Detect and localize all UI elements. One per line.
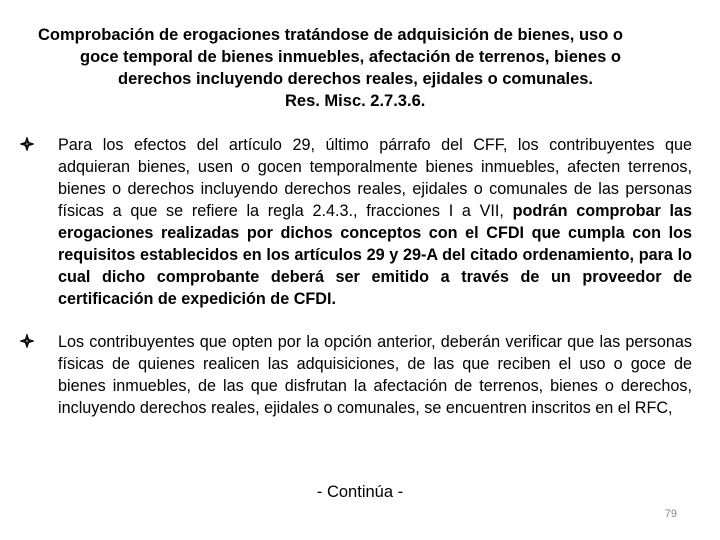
title-line-4: Res. Misc. 2.7.3.6. (285, 92, 426, 110)
diamond-bullet-icon (20, 334, 34, 348)
bullet-text-1 (58, 134, 692, 310)
continua-label: - Continúa - (316, 483, 404, 501)
bullet-item-1 (20, 134, 692, 310)
bullet-1-normal-text: Para los efectos del artículo 29, último párrafo del CFF, los contribuyentes que adquieran bienes, usen o gocen temporalmente bienes inmuebles, afecten terrenos, bienes o derechos incluyendo derechos reales, ejidales o comunales de las personas físicas a que se refiere la regla 2.4.3., fracciones I a VII, (58, 136, 692, 220)
diamond-bullet-icon (20, 137, 34, 151)
bullet-text-2 (58, 331, 692, 419)
title-line-3: derechos incluyendo derechos reales, ejidales o comunales. (118, 70, 594, 88)
bullet-1-bold-text: podrán comprobar las erogaciones realizadas por dichos conceptos con el CFDI que cumpla con los requisitos establecidos en los artículos 29 y 29-A del citado ordenamiento, para lo cual dicho comprobante deberá ser emitido a través de un proveedor de certificación de expedición de CFDI. (58, 202, 692, 308)
page-number: 79 (664, 508, 677, 520)
title-line-1: Comprobación de erogaciones tratándose de adquisición de bienes, uso o (38, 26, 623, 44)
title-line-2: goce temporal de bienes inmuebles, afectación de terrenos, bienes o (80, 48, 621, 66)
bullet-2-normal-text: Los contribuyentes que opten por la opción anterior, deberán verificar que las personas físicas de quienes realicen las adquisiciones, de las que reciben el uso o goce de bienes inmuebles, de las que disfrutan la afectación de terrenos, bienes o derechos, incluyendo derechos reales, ejidales o comunales, se encuentren inscritos en el RFC, (58, 333, 692, 417)
bullet-item-2 (20, 331, 692, 419)
slide-title (20, 24, 700, 112)
